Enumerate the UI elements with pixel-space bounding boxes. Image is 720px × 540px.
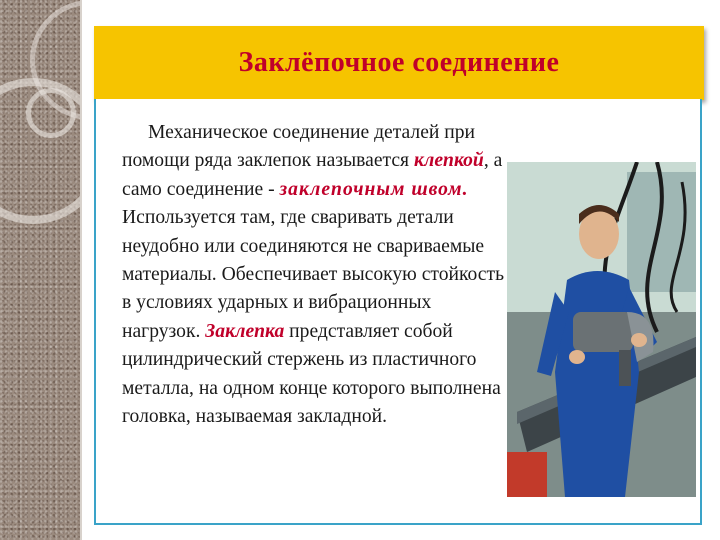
term-rivet-joining: клепкой [413,150,484,172]
body-text [122,119,508,431]
worker-riveting-photo [507,162,696,497]
slide-title: Заклёпочное соединение [238,47,560,78]
text-part: , а само соединение - [122,150,503,200]
photo-illustration [507,162,696,497]
term-rivet-seam: заклепочным швом. [279,178,469,200]
text-part: Используется там, где сваривать детали неудобно или соединяются не свариваемые материалы. Обеспечивает высокую стойкость в условиях ударных и вибрационных нагрузок. [122,207,505,342]
decorative-texture-sidebar [0,0,80,540]
divider-line [80,0,82,540]
term-rivet: Заклепка [205,320,285,342]
decorative-ring [26,88,76,138]
title-banner [94,26,704,100]
text-part: Механическое соединение деталей при помощи ряда заклепок называется [122,122,476,172]
text-part: представляет собой цилиндрический стержень из пластичного металла, на одном конце которого выполнена головка, называемая закладной. [122,320,501,428]
